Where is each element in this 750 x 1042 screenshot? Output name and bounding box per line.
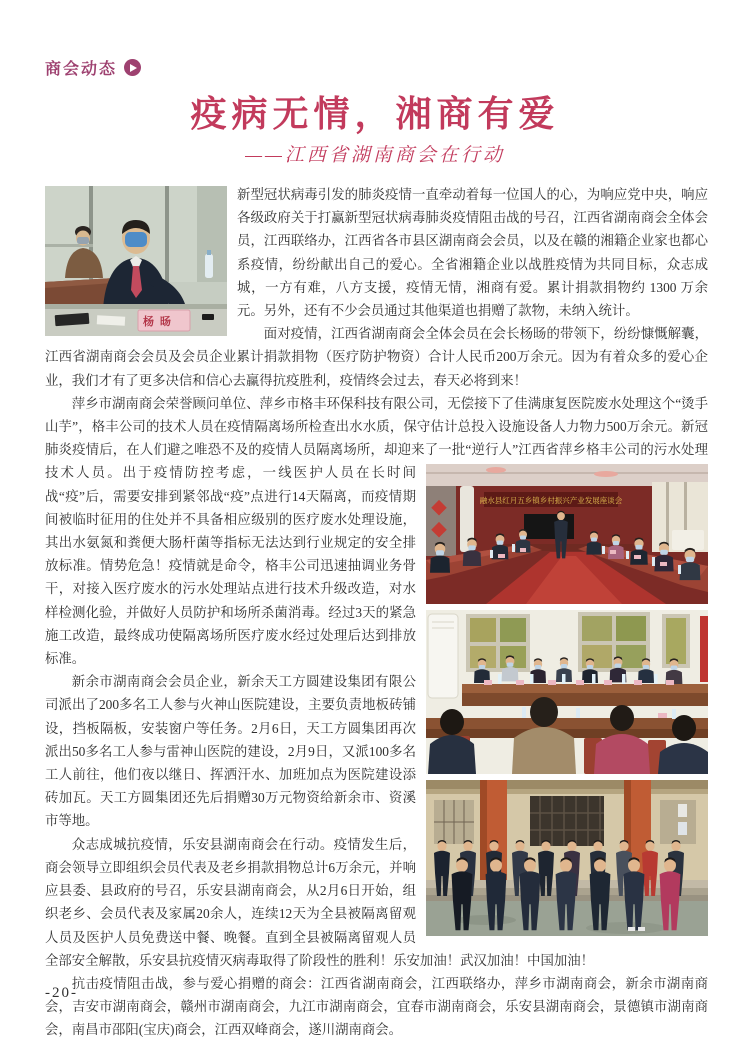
photo-column xyxy=(426,464,708,936)
article-body xyxy=(45,183,708,1042)
paragraph-4-text: 新余市湖南商会会员企业，新余天工方圆建设集团有限公司派出了200多名工人参与火神山医院建设，主要负责地板砖铺设，挡板隔板，安装窗户等任务。2月6日，天工方圆集团再次派出50多名工人参与雷神山医院的建设，2月9日，又派100多名工人前往，他们夜以继日、挥洒汗水、加班加点为医院建设添砖加瓦。天工方圆集团还先后捐赠30万元物资给新余市、资溪市等地。 xyxy=(45,674,416,829)
photo-group-photo xyxy=(426,780,708,936)
paragraph-3-text-b: 疫情防控考虑，一线医护人员在长时间战“疫”后，需要安排到紧邻战“疫”点进行14天隔离，而疫情期间被临时征用的住处并不具备相应级别的医疗废水处理设施，其出水氨氮和粪便大肠杆菌等指标无法达到行业规定的安全排放标准。情势危急！疫情就是命令，格丰公司迅速抽调业务骨干，对接入医疗废水的污水处理站点进行技术升级改造，对水样检测化验，并做好人员防护和场所杀菌消毒。经过3天的紧急施工改造，最终成功使隔离场所医疗废水经过处理后达到排放标准。 xyxy=(45,465,417,667)
paragraph-5-text: 众志成城抗疫情，乐安县湖南商会在行动。疫情发生后，商会领导立即组织会员代表及老乡捐款捐物总计6万余元，并响应县委、县政府的号召，乐安县湖南商会，从2月6日开始，组织老乡、会员代表及家属20余人，连续12天为全县被隔离留观人员及医护人员免费送中餐、晚餐。直到全县被隔离留观人员全部安全解散，乐安县抗疫情灭病毒取得了阶段性的胜利！乐安加油！武汉加油！中国加油！ xyxy=(45,836,595,968)
name-plate-text: 杨旸 xyxy=(143,316,177,328)
page-number: -20- xyxy=(45,985,78,1001)
photo-chairman-meeting xyxy=(45,186,227,336)
paragraph-6-text: 抗击疫情阻击战，参与爱心捐赠的商会：江西省湖南商会，江西联络办，萍乡市湖南商会，新余市湖南商会，吉安市湖南商会，赣州市湖南商会，九江市湖南商会，宜春市湖南商会，乐安县湖南商会，景德镇市湖南商会，南昌市邵阳(宝庆)商会，江西双峰商会，遂川湖南商会。 xyxy=(45,975,708,1038)
paragraph-6 xyxy=(45,972,708,1042)
article-title: 疫病无情，湘商有爱 xyxy=(190,93,560,134)
photo-chairman-meeting-svg xyxy=(45,186,227,336)
photo-banner-meeting xyxy=(426,464,708,604)
face-mask xyxy=(125,232,147,247)
paragraph-3-text-a: 萍乡市湖南商会荣誉顾问单位、萍乡市格丰环保科技有限公司，无偿接下了佳满康复医院废水处理这个“烫手山芋”，格丰公司的技术人员在疫情隔离场所检查出水水质，保守估计总投入设施设备人力物力500万余元。新冠肺炎疫情后，在人们避之唯恐不及的疫情人员隔离场所，却迎来了一批“逆行人”江西省萍乡格丰公司的污水处理技术人员。出于 xyxy=(45,395,708,481)
paragraph-2-text: 面对疫情，江西省湖南商会全体会员在会长杨旸的带领下，纷纷慷慨解囊，江西省湖南商会会员及会员企业累计捐款捐物（医疗防护物资）合计人民币200万余元。因为有着众多的爱心企业，我们才有了更多决信和信心去赢得抗疫胜利，疫情终会过去，春天必将到来！ xyxy=(45,326,708,388)
section-label: 商会动态 xyxy=(45,61,118,78)
section-header xyxy=(45,56,141,79)
photo-conference-room xyxy=(426,610,708,774)
water-bottle xyxy=(205,254,213,278)
paragraph-3 xyxy=(45,392,708,670)
play-circle-icon xyxy=(124,59,141,76)
article-subtitle: ——江西省湖南商会在行动 xyxy=(245,145,505,166)
paragraph-1 xyxy=(45,183,708,328)
meeting-banner-text: 融水县红月五乡镇乡村振兴产业发展座谈会 xyxy=(479,496,623,506)
paragraph-1-text: 新型冠状病毒引发的肺炎疫情一直牵动着每一位国人的心，为响应党中央，响应各级政府关于打赢新型冠状病毒肺炎疫情阻击战的号召，江西省湖南商会全体会员，江西联络办，江西省各市县区湖南商会会员，以及在赣的湘籍企业家也都心系疫情，纷纷献出自己的爱心。全省湘籍企业以战胜疫情为共同目标，众志成城，一方有难，八方支援，疫情无情，湘商有爱。累计捐款捐物约 1300 万余元。另外，还有不少会员通过其他渠道也捐赠了款物，未纳入统计。 xyxy=(237,187,708,319)
